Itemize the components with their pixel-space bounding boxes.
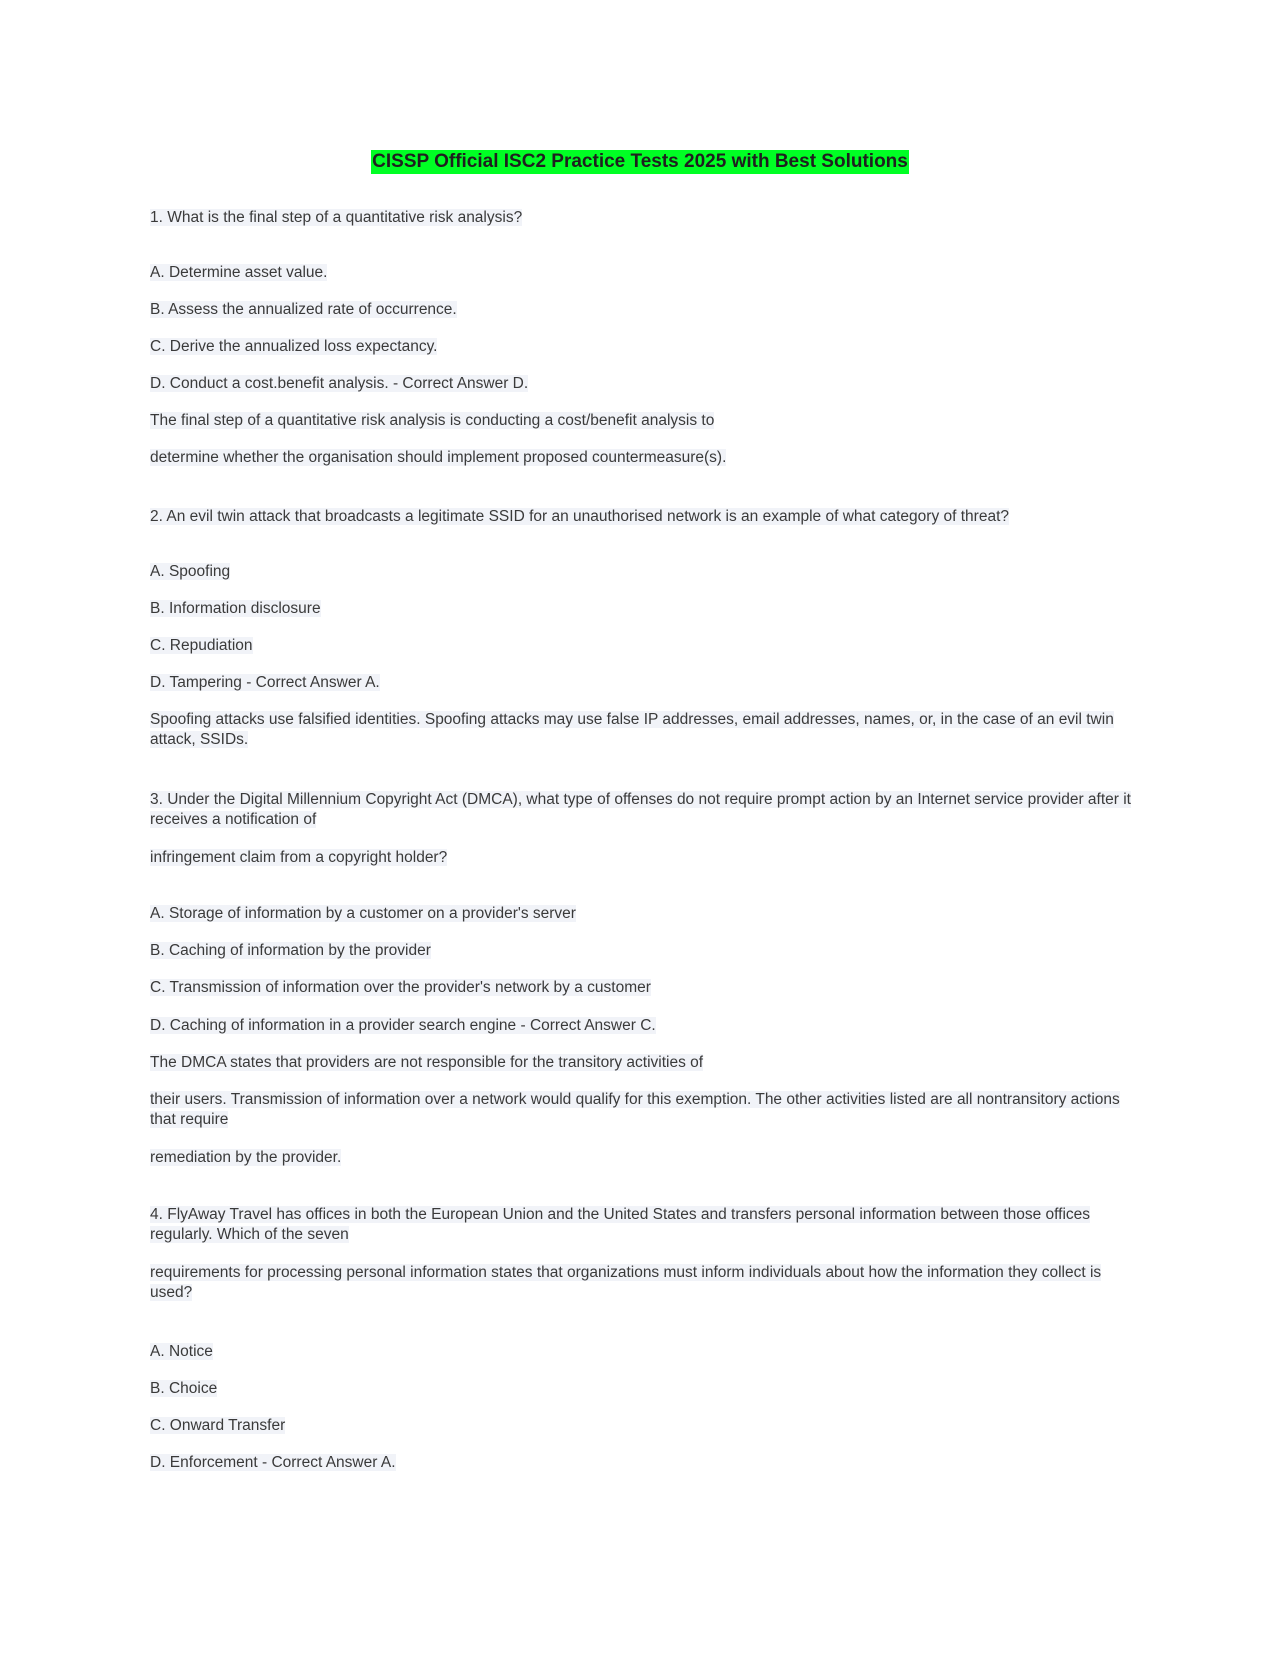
question-4-option-b: B. Choice — [150, 1380, 218, 1397]
question-3: 3. Under the Digital Millennium Copyright Act (DMCA), what type of offenses do not require prompt action by an Internet service provider after it receives a notification of — [150, 791, 1131, 828]
question-1-option-b: B. Assess the annualized rate of occurrence. — [150, 301, 457, 318]
question-2-option-b: B. Information disclosure — [150, 600, 321, 617]
question-3-option-c: C. Transmission of information over the provider's network by a customer — [150, 979, 651, 996]
question-2-explanation: Spoofing attacks use falsified identities. Spoofing attacks may use false IP addresses, email addresses, names, or, in the case of an evil twin attack, SSIDs. — [150, 711, 1114, 748]
question-1-explanation-line-2: determine whether the organisation should implement proposed countermeasure(s). — [150, 449, 727, 466]
title-container — [0, 150, 1280, 174]
question-4-option-d: D. Enforcement - Correct Answer A. — [150, 1454, 396, 1471]
question-4: 4. FlyAway Travel has offices in both the European Union and the United States and transfers personal information between those offices regularly. Which of the seven — [150, 1206, 1091, 1243]
question-3-option-a: A. Storage of information by a customer on a provider's server — [150, 905, 576, 922]
question-1-option-d: D. Conduct a cost.benefit analysis. - Correct Answer D. — [150, 375, 529, 392]
question-2-option-c: C. Repudiation — [150, 637, 253, 654]
question-2-option-d: D. Tampering - Correct Answer A. — [150, 674, 380, 691]
question-1: 1. What is the final step of a quantitative risk analysis? — [150, 209, 523, 226]
question-1-option-c: C. Derive the annualized loss expectancy. — [150, 338, 438, 355]
question-3-explanation-line-2: their users. Transmission of information over a network would qualify for this exemption. The other activities listed are all nontransitory actions that require — [150, 1091, 1120, 1128]
question-1-explanation-line-1: The final step of a quantitative risk analysis is conducting a cost/benefit analysis to — [150, 412, 715, 429]
question-3-explanation-line-3: remediation by the provider. — [150, 1149, 342, 1166]
question-1-option-a: A. Determine asset value. — [150, 264, 328, 281]
question-4-continuation: requirements for processing personal information states that organizations must inform individuals about how the information they collect is used? — [150, 1264, 1102, 1301]
question-4-option-c: C. Onward Transfer — [150, 1417, 286, 1434]
question-3-continuation: infringement claim from a copyright holder? — [150, 849, 448, 866]
question-3-option-d: D. Caching of information in a provider search engine - Correct Answer C. — [150, 1017, 656, 1034]
question-2: 2. An evil twin attack that broadcasts a legitimate SSID for an unauthorised network is an example of what category of threat? — [150, 508, 1009, 525]
question-2-option-a: A. Spoofing — [150, 563, 231, 580]
question-4-option-a: A. Notice — [150, 1343, 213, 1360]
question-3-option-b: B. Caching of information by the provider — [150, 942, 431, 959]
question-3-explanation-line-1: The DMCA states that providers are not responsible for the transitory activities of — [150, 1054, 704, 1071]
document-title: CISSP Official ISC2 Practice Tests 2025 with Best Solutions — [372, 151, 908, 172]
